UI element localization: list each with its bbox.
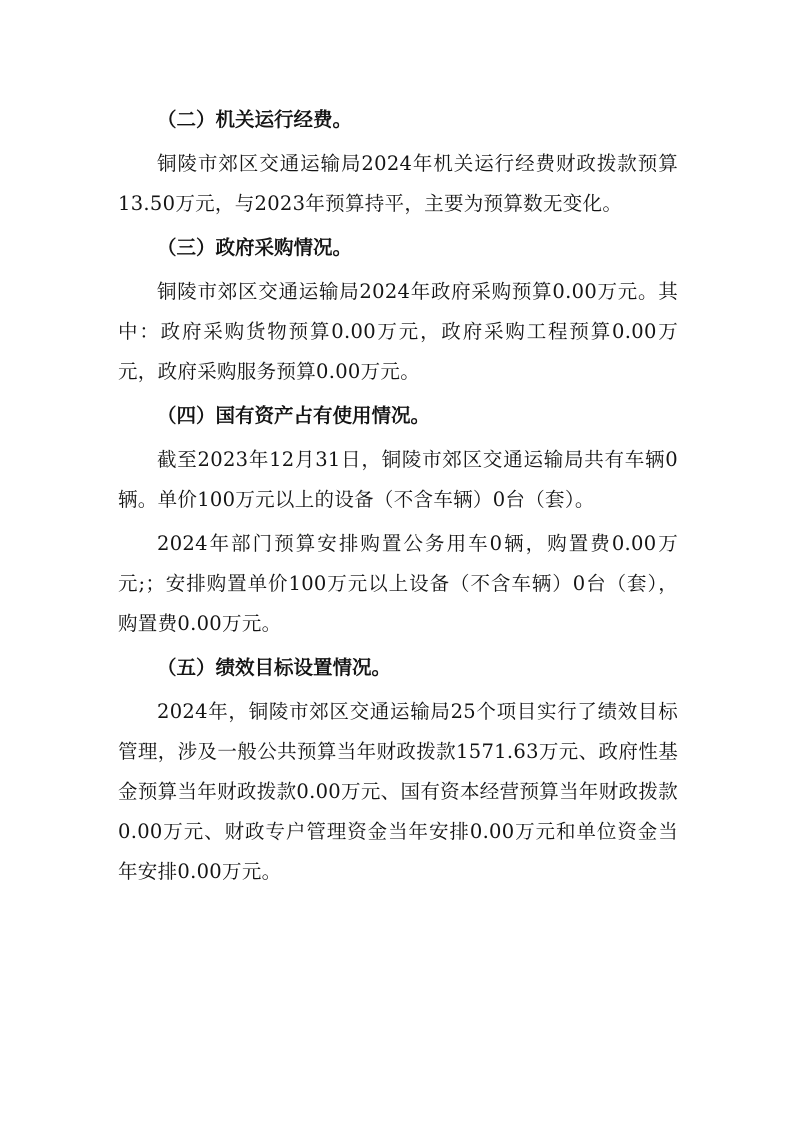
section-heading: （三）政府采购情况。	[157, 236, 353, 259]
section-paragraph: 2024年部门预算安排购置公务用车0辆，购置费0.00万元;；安排购置单价100万元以上设备（不含车辆）0台（套），购置费0.00万元。	[118, 532, 678, 635]
document-body	[118, 98, 678, 894]
section-paragraph: 铜陵市郊区交通运输局2024年政府采购预算0.00万元。其中：政府采购货物预算0.00万元，政府采购工程预算0.00万元，政府采购服务预算0.00万元。	[118, 280, 678, 383]
section-state-assets	[118, 394, 678, 646]
section-paragraph: 2024年，铜陵市郊区交通运输局25个项目实行了绩效目标管理，涉及一般公共预算当年财政拨款1571.63万元、政府性基金预算当年财政拨款0.00万元、国有资本经营预算当年财政拨款0.00万元、财政专户管理资金当年安排0.00万元和单位资金当年安排0.00万元。	[118, 700, 678, 883]
section-heading: （二）机关运行经费。	[157, 108, 353, 131]
section-paragraph: 截至2023年12月31日，铜陵市郊区交通运输局共有车辆0辆。单价100万元以上的设备（不含车辆）0台（套）。	[118, 448, 678, 511]
section-heading: （五）绩效目标设置情况。	[157, 656, 392, 679]
section-government-procurement	[118, 226, 678, 394]
section-performance-targets	[118, 646, 678, 894]
section-heading: （四）国有资产占有使用情况。	[157, 404, 431, 427]
section-paragraph: 铜陵市郊区交通运输局2024年机关运行经费财政拨款预算13.50万元，与2023年预算持平，主要为预算数无变化。	[118, 152, 678, 215]
section-operating-expenses	[118, 98, 678, 226]
